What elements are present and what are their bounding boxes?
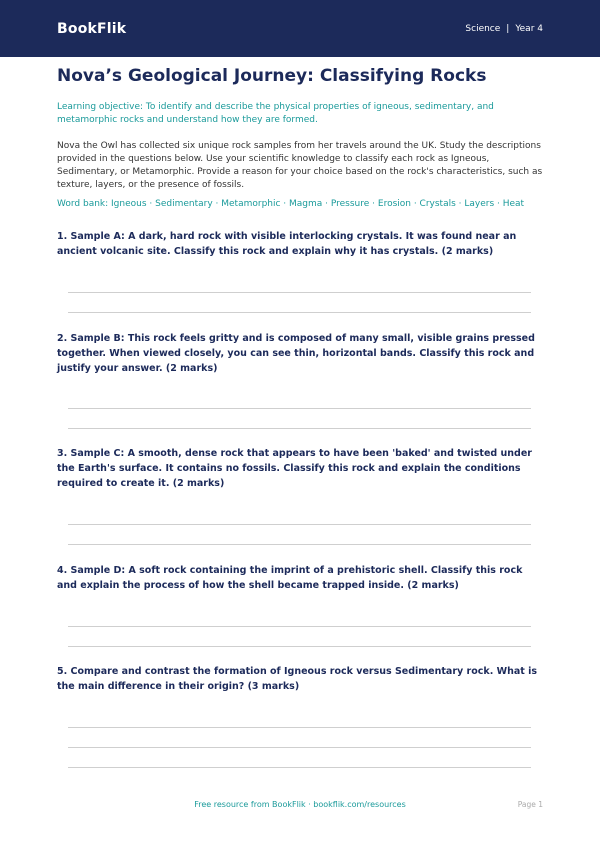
year-label: Year 4	[515, 23, 543, 34]
answer-line[interactable]	[68, 747, 531, 748]
page-title: Nova’s Geological Journey: Classifying Rocks	[57, 66, 487, 86]
answer-line[interactable]	[68, 646, 531, 647]
footer	[0, 800, 600, 814]
answer-line[interactable]	[68, 767, 531, 768]
meta-separator: |	[506, 23, 510, 34]
question-2: 2. Sample B: This rock feels gritty and is composed of many small, visible grains pressed together. When viewed closely, you can see thin, horizontal bands. Classify this rock and justify your answer. (2 marks)	[57, 333, 535, 374]
answer-line[interactable]	[68, 727, 531, 728]
learning-objective: Learning objective: To identify and describe the physical properties of igneous, sedimentary, and metamorphic rocks and understand how they are formed.	[57, 102, 494, 125]
subject-label: Science	[465, 23, 501, 34]
footer-link[interactable]: Free resource from BookFlik · bookflik.com/resources	[194, 800, 406, 809]
page-number: Page 1	[517, 800, 543, 809]
question-1: 1. Sample A: A dark, hard rock with visible interlocking crystals. It was found near an ancient volcanic site. Classify this rock and explain why it has crystals. (2 marks)	[57, 231, 517, 257]
question-3: 3. Sample C: A smooth, dense rock that appears to have been 'baked' and twisted under the Earth's surface. It contains no fossils. Classify this rock and explain the conditions required to create it. (2 marks)	[57, 448, 532, 489]
answer-line[interactable]	[68, 544, 531, 545]
question-4: 4. Sample D: A soft rock containing the imprint of a prehistoric shell. Classify this rock and explain the process of how the shell became trapped inside. (2 marks)	[57, 565, 523, 591]
question-5: 5. Compare and contrast the formation of Igneous rock versus Sedimentary rock. What is the main difference in their origin? (3 marks)	[57, 666, 538, 692]
brand-logo: BookFlik	[57, 20, 127, 37]
answer-line[interactable]	[68, 428, 531, 429]
answer-line[interactable]	[68, 524, 531, 525]
answer-line[interactable]	[68, 408, 531, 409]
answer-line[interactable]	[68, 312, 531, 313]
intro-paragraph: Nova the Owl has collected six unique rock samples from her travels around the UK. Study the descriptions provided in the questions below. Use your scientific knowledge to classify each rock as Igneous, Sedimentary, or Metamorphic. Provide a reason for your choice based on the rock's characteristics, such as texture, layers, or the presence of fossils.	[57, 141, 543, 190]
header-bar	[0, 0, 600, 57]
subject-year	[465, 24, 543, 34]
answer-line[interactable]	[68, 292, 531, 293]
word-bank: Word bank: Igneous · Sedimentary · Metamorphic · Magma · Pressure · Erosion · Crystals · Layers · Heat	[57, 199, 525, 209]
answer-line[interactable]	[68, 626, 531, 627]
